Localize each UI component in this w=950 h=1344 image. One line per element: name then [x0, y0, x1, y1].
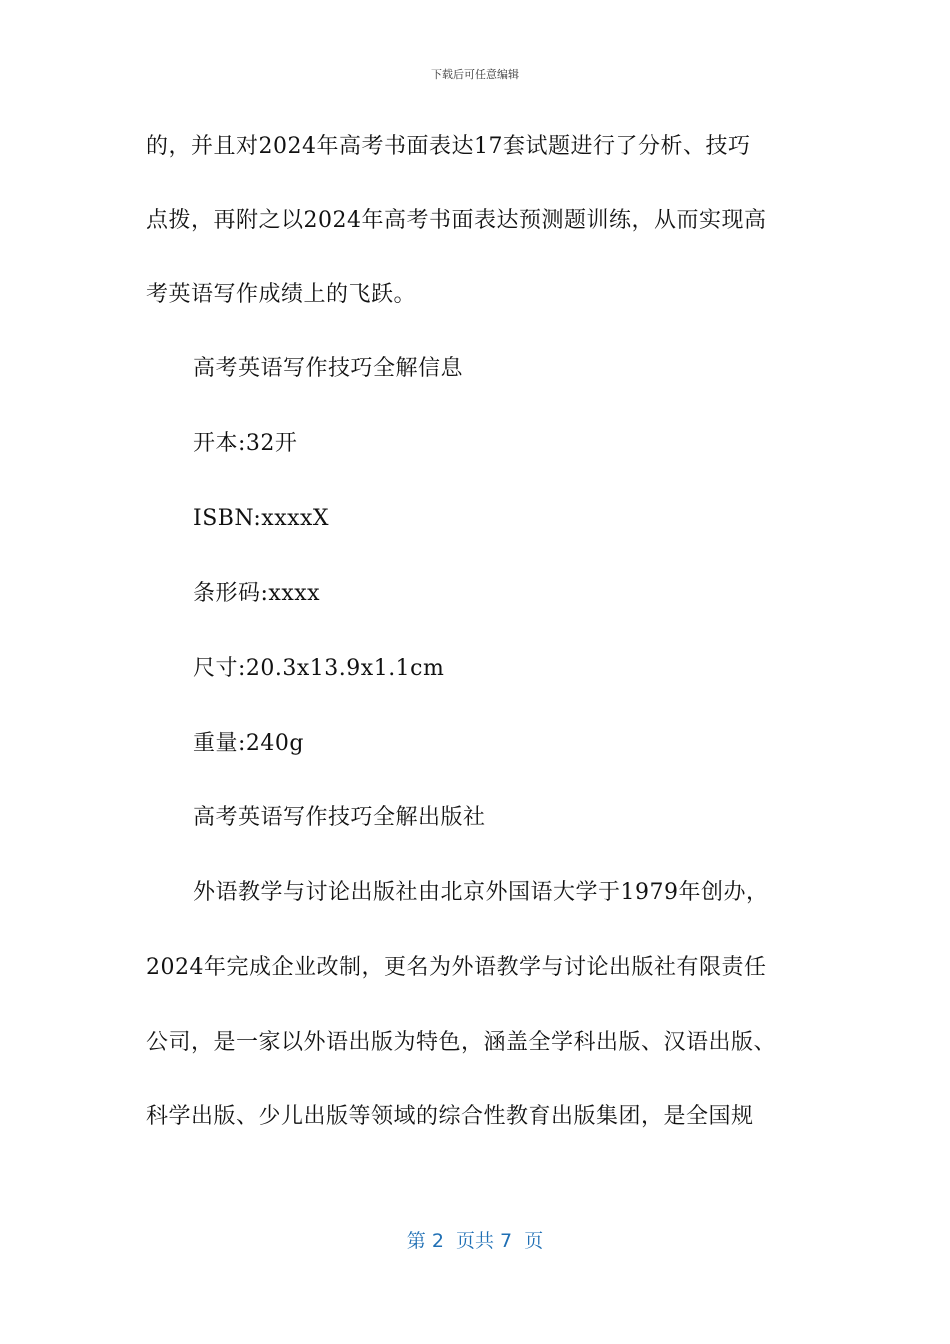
- text-line: 外语教学与讨论出版社由北京外国语大学于1979年创办，: [193, 880, 769, 905]
- text-line: 科学出版、少儿出版等领域的综合性教育出版集团，是全国规: [146, 1104, 754, 1129]
- page-number-footer: 第 2 页共 7 页: [406, 1230, 544, 1252]
- text-line: 的，并且对2024年高考书面表达17套试题进行了分析、技巧: [146, 134, 751, 159]
- text-line: 点拨，再附之以2024年高考书面表达预测题训练，从而实现高: [146, 208, 767, 233]
- info-line: 重量:240g: [193, 731, 304, 756]
- info-line: 尺寸:20.3x13.9x1.1cm: [193, 656, 445, 681]
- section-heading: 高考英语写作技巧全解信息: [193, 356, 464, 381]
- info-line: 开本:32开: [193, 431, 298, 456]
- section-heading: 高考英语写作技巧全解出版社: [193, 805, 486, 830]
- text-line: 考英语写作成绩上的飞跃。: [146, 282, 417, 307]
- info-line: ISBN:xxxxX: [193, 506, 330, 531]
- page-header: 下载后可任意编辑: [431, 68, 519, 81]
- text-line: 公司，是一家以外语出版为特色，涵盖全学科出版、汉语出版、: [146, 1030, 777, 1055]
- info-line: 条形码:xxxx: [193, 581, 321, 606]
- text-line: 2024年完成企业改制，更名为外语教学与讨论出版社有限责任: [146, 955, 767, 980]
